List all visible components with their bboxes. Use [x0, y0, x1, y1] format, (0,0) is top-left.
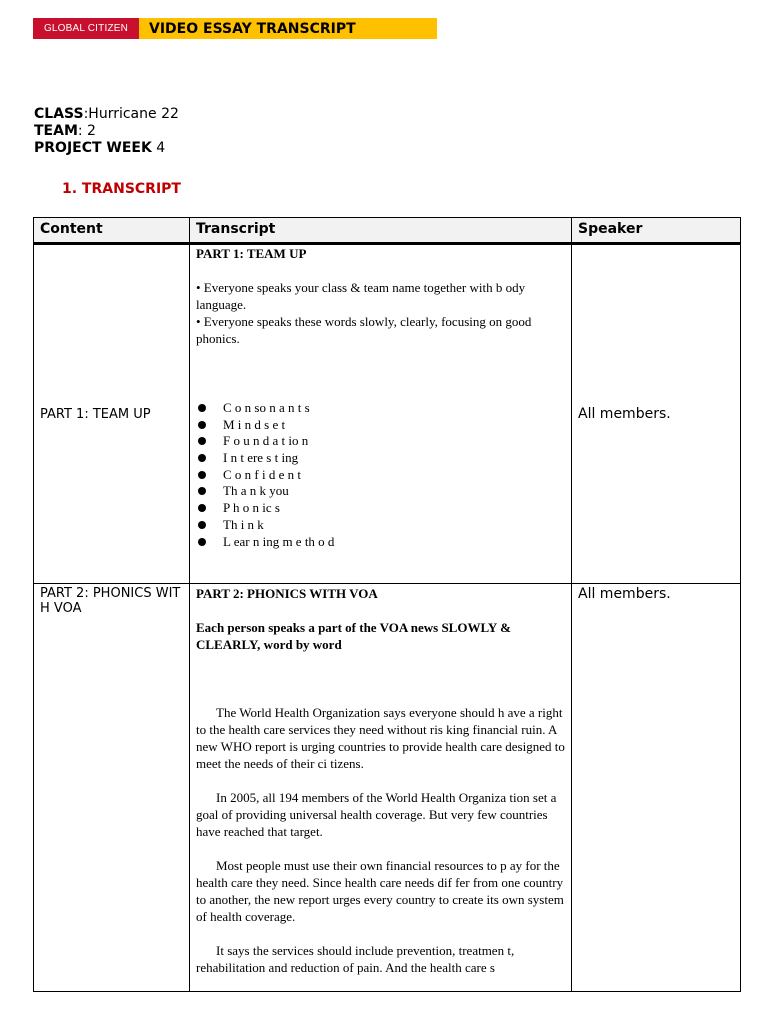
row2-paragraph-4: It says the services should include prevention, treatmen t, rehabilitation and reduction of pain. And the health care s [196, 943, 515, 975]
row1-content [34, 244, 190, 584]
document-title: VIDEO ESSAY TRANSCRIPT [139, 18, 437, 39]
row2-speaker [572, 584, 741, 992]
class-label: CLASS [34, 106, 84, 122]
row2-content-label: PART 2: PHONICS WIT H VOA [40, 586, 181, 616]
team-label: TEAM [34, 123, 78, 139]
list-item: Th i n k [196, 517, 565, 534]
row1-speaker-label: All members. [578, 406, 671, 422]
transcript-table [33, 217, 741, 992]
list-item: C o n f i d e n t [196, 467, 565, 484]
table-row [34, 584, 741, 992]
class-line [34, 106, 179, 123]
list-item: I n t ere s t ing [196, 450, 565, 467]
row2-paragraph-2: In 2005, all 194 members of the World Health Organiza tion set a goal of providing universal health coverage. But very few countries have reached that target. [196, 790, 557, 839]
global-citizen-badge: GLOBAL CITIZEN [33, 18, 139, 39]
week-value: 4 [151, 140, 166, 156]
week-label: PROJECT WEEK [34, 140, 152, 156]
phonics-word-list [196, 400, 565, 550]
row2-content [34, 584, 190, 992]
header-transcript: Transcript [190, 218, 572, 244]
row1-transcript [190, 244, 572, 584]
document-header [33, 18, 437, 39]
list-item: M i n d s e t [196, 417, 565, 434]
list-item: Th a n k you [196, 483, 565, 500]
table-header-row [34, 218, 741, 244]
class-info [34, 106, 179, 157]
team-value: : 2 [77, 123, 96, 139]
team-line [34, 123, 179, 140]
row1-bullet1: • Everyone speaks your class & team name together with b ody language. [196, 280, 526, 312]
row1-speaker [572, 244, 741, 584]
row2-speaker-label: All members. [578, 586, 671, 602]
class-value: :Hurricane 22 [83, 106, 179, 122]
week-line [34, 140, 179, 157]
row1-title: PART 1: TEAM UP [196, 246, 307, 261]
table-row [34, 244, 741, 584]
row2-title: PART 2: PHONICS WITH VOA [196, 586, 378, 601]
row1-content-label: PART 1: TEAM UP [40, 406, 151, 422]
row2-transcript [190, 584, 572, 992]
row2-instruction: Each person speaks a part of the VOA news SLOWLY & CLEARLY, word by word [196, 620, 511, 652]
header-content: Content [34, 218, 190, 244]
list-item: F o u n d a t io n [196, 433, 565, 450]
header-speaker: Speaker [572, 218, 741, 244]
section-heading: 1. TRANSCRIPT [62, 181, 181, 197]
row1-bullet2: • Everyone speaks these words slowly, clearly, focusing on good phonics. [196, 314, 532, 346]
list-item: P h o n ic s [196, 500, 565, 517]
row2-paragraph-1: The World Health Organization says everyone should h ave a right to the health care services they need without ris king financial ruin. A new WHO report is urging countries to provide health care designed to meet the needs of their ci tizens. [196, 705, 565, 771]
list-item: L ear n ing m e th o d [196, 534, 565, 551]
list-item: C o n so n a n t s [196, 400, 565, 417]
row2-paragraph-3: Most people must use their own financial resources to p ay for the health care they need. Since health care needs dif fer from one country to another, the new report urges every country to create its own system of health coverage. [196, 858, 564, 924]
